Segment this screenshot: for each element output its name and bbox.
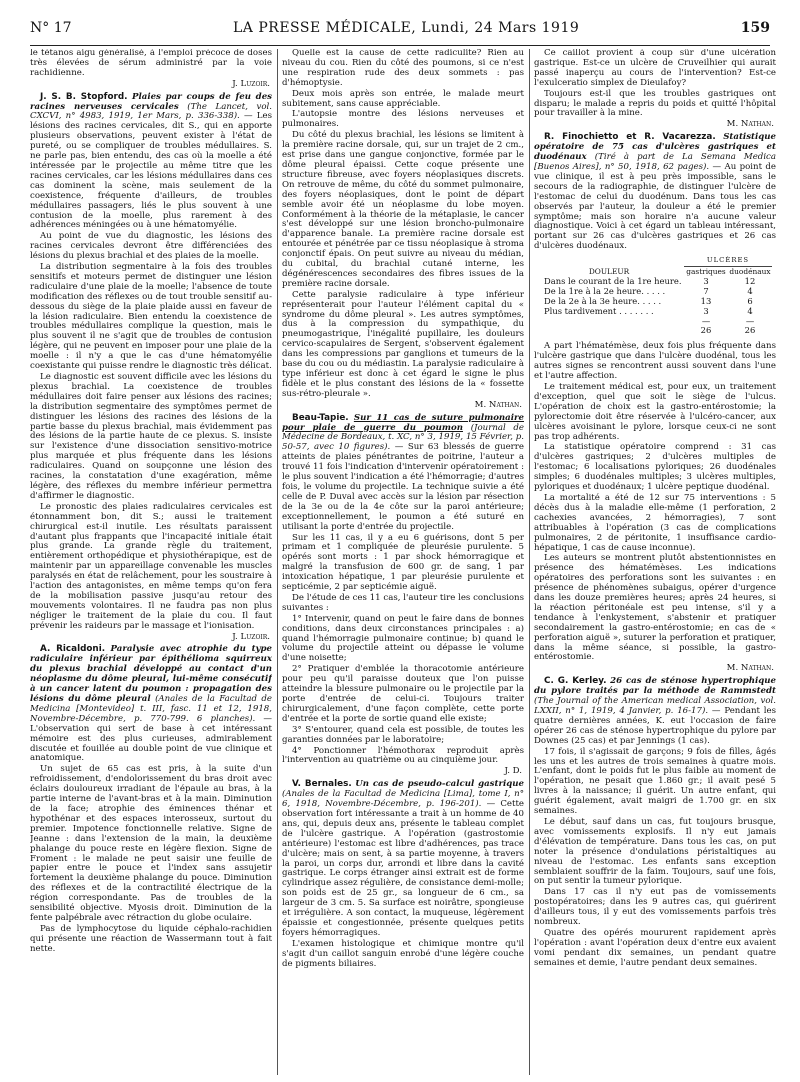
issue-number: N° 17 bbox=[30, 20, 72, 36]
article-title: Statistique opératoire de 75 cas d'ulcères gastriques et duodénaux bbox=[534, 132, 776, 163]
paragraph: Quelle est la cause de cette radiculite? Rien au niveau du cou. Rien du côté des poumons, si ce n'est une respiration rude des deux sommets : pas d'hémoptysie. bbox=[282, 49, 524, 88]
signature: J. Luzoir. bbox=[232, 78, 270, 89]
column-left bbox=[30, 49, 272, 1075]
paragraph-text: — Pendant les quatre dernières années, K. eut l'occasion de faire opérer 26 cas de sténose hypertrophique du pylore par Downes (25 cas) et par Jennings (1 cas). bbox=[534, 706, 776, 746]
paragraph: Toujours est-il que les troubles gastriques ont disparu; le malade a repris du poids et quitté l'hôpital pour travailler à la mine. bbox=[534, 88, 776, 119]
paragraph: Le diagnostic est souvent difficile avec les lésions du plexus brachial. La coexistence de troubles médullaires doit faire penser aux lésions des racines; la distribution segmentaire des symptômes permet de distinguer les lésions des racines des lésions de la partie basse du plexus brachial, mais évidemment pas des lésions de la partie haute de ce plexus. S. insiste sur l'existence d'une dissociation sensitivo-motrice plus marquée et plus fréquente dans les lésions radiculaires. Quand on soupçonne une lésion des racines, la constatation d'une exagération, même légère, des réflexes du membre inférieur permettra d'affirmer le diagnostic. bbox=[30, 372, 272, 501]
table-row-label: De la 2e à la 3e heure. . . . . bbox=[544, 295, 662, 306]
article-source: (Journal de Médecine de Bordeaux, t. XC, n° 3, 1919, 15 Février, p. 50-57, avec 10 figures). bbox=[282, 422, 524, 453]
paragraph: La distribution segmentaire à la fois des troubles sensitifs et moteurs permet de distinguer une lésion radiculaire d'une plaie de la moelle; l'absence de toute modification des réflexes ou de tout trouble sensitif au-dessous du siège de la plaie plaide aussi en faveur de la lésion radiculaire. Bien entendu la coexistence de troubles médullaires complique la question, mais le plus souvent il ne s'agit que de troubles de contusion légère, qui ne peuvent en imposer pour une plaie de la moelle : il n'y a que le cas d'une hématomyélie coexistante qui puisse rendre le diagnostic très délicat. bbox=[30, 262, 272, 372]
paragraph: Ce caillot provient à coup sûr d'une ulcération gastrique. Est-ce un ulcère de Cruveilhier qui aurait passé inaperçu au cours de l'intervention? Est-ce l'exulceratio simplex de Dieulafoy? bbox=[534, 49, 776, 88]
paragraph: Deux mois après son entrée, le malade meurt subitement, sans cause appréciable. bbox=[282, 88, 524, 109]
running-header bbox=[30, 20, 770, 42]
paragraph: Un sujet de 65 cas est pris, à la suite d'un refroidissement, d'endolorissement du bras droit avec éclairs douloureux irradiant de l'épaule au bras, à la partie interne de l'avant-bras et à la main. Diminution de la face; atrophie des éminences thénar et hypothénar et des espaces interosseux, surtout du premier. Impotence fonctionnelle relative. Signe de Jeanne : dans l'extension de la main, la deuxième phalange du pouce reste en légère flexion. Signe de Froment : le malade ne peut saisir une feuille de papier entre le pouce et l'index sans assujetir fortement la deuxième phalange du pouce. Diminution des réflexes et de la contractilité électrique de la région correspondante. Pas de troubles de la sensibilité objective. Myosis droit. Diminution de la fente palpébrale avec rétraction du globe oculaire. bbox=[30, 764, 272, 923]
paragraph: Sur les 11 cas, il y a eu 6 guérisons, dont 5 per primam et 1 compliquée de pleurésie purulente. 5 opérés sont morts : 1 par shock hémorragique et malgré la transfusion de 600 gr. de sang, 1 par intoxication hépatique, 1 par pleurésie purulente et septicémie, 2 par septicémie aiguë. bbox=[282, 532, 524, 593]
paragraph-text: — Les lésions des racines cervicales, dit S., qui en apporte plusieurs observations, peuvent exister à l'état de pureté, ou se compliquer de troubles médullaires. S. ne parle pas, bien entendu, des cas où la moelle a été intéressée par le projectile au même titre que les racines cervicales, car les lésions médullaires dans ces cas dominent la scène, mais seulement de la coexistence, fréquente d'ailleurs, de troubles médullaires passagers, liés le plus souvent à une contusion de la moelle, plus rarement à des adhérences méningées ou à une hématomyélie. bbox=[30, 111, 272, 231]
column-divider bbox=[277, 49, 278, 1075]
paragraph-text: — Sur 63 blessés de guerre atteints de plaies pénétrantes de poitrine, l'auteur a trouvé 11 fois l'indication d'intervenir opératoirement : le plus souvent l'indication a été l'hémorragie; d'autres fois, le volume du projectile. La technique suivie a été celle de P. Duval avec accès sur la lésion par résection de la 3e ou de la 4e côte sur la paroi antérieure; exceptionnellement, le poumon a été suturé en utilisant la porte d'entrée du projectile. bbox=[282, 442, 524, 532]
paragraph: Le traitement médical est, pour eux, un traitement d'exception, quel que soit le siège de l'ulcus. L'opération de choix est la gastro-entérostomie; la pylorectomie doit être réservée à l'ulcéro-cancer, aux ulcères avoisinant le pylore, lorsque ceux-ci ne sont pas trop adhérents. bbox=[534, 382, 776, 442]
paragraph: L'autopsie montre des lésions nerveuses et pulmonaires. bbox=[282, 109, 524, 130]
paragraph: De l'étude de ces 11 cas, l'auteur tire les conclusions suivantes : bbox=[282, 592, 524, 613]
article-source: (The Lancet, vol. CXCVI, n° 4983, 1919, 1er Mars, p. 336-338). bbox=[30, 101, 272, 122]
table-cell-gastric: 3 bbox=[703, 275, 709, 286]
paragraph: Au point de vue du diagnostic, les lésions des racines cervicales devront être différenciées des lésions du plexus brachial et des plaies de la moelle. bbox=[30, 231, 272, 262]
article-source: (The Journal of the American medical Association, vol. LXXII, n° 1, 1919, 4 Janvier, p. 16-17). bbox=[534, 696, 776, 716]
article-title: Plaies par coups de feu des racines nerveuses cervicales bbox=[30, 91, 272, 112]
table-row-label: Plus tardivement . . . . . . . bbox=[544, 305, 654, 316]
article-source: (Anales de la Facultad de Medicina [Lima], tome I, n° 6, 1918, Novembre-Décembre, p. 196-201). bbox=[282, 789, 524, 810]
paragraph-text: — Cette observation fort intéressante a trait à un homme de 40 ans, qui, depuis deux ans, présente le tableau complet de l'ulcère gastrique. A l'opération (gastrostomie antérieure) l'estomac est libre d'adhérences, pas trace d'ulcère; mais on sent, à sa partie moyenne, à travers la paroi, un corps dur, arrondi et libre dans la cavité gastrique. Le corps étranger ainsi extrait est de forme cylindrique assez régulière, de consistance demi-molle; son poids est de 25 gr., sa longueur de 6 cm., sa largeur de 3 cm. 5. Sa surface est noirâtre, spongieuse et irrégulière. A son contact, la muqueuse, légèrement épaissie et congestionnée, présente quelques petits foyers hémorragiques. bbox=[282, 799, 524, 938]
ulcer-pain-table bbox=[534, 256, 776, 336]
paragraph-text: — L'observation qui sert de base à cet intéressant mémoire est des plus curieuses, admirablement discutée et fouillée au double point de vue clinique et anatomique. bbox=[30, 713, 272, 764]
table-cell-duodenal: 4 bbox=[747, 305, 753, 316]
article-finochietto bbox=[534, 133, 776, 252]
signature: M. Nathan. bbox=[474, 399, 522, 410]
list-item: 2° Pratiquer d'emblée la thoracotomie antérieure pour peu qu'il paraisse douteux que l'on puisse atteindre la blessure pulmonaire ou le projectile par la porte d'entrée de celui-ci. Toujours traiter chirurgicalement, d'une façon complète, cette porte d'entrée et la porte de sortie quand elle existe; bbox=[282, 664, 524, 724]
article-stopford bbox=[30, 93, 272, 232]
article-bernales bbox=[282, 780, 524, 939]
table-col-header: duodénaux bbox=[729, 267, 771, 277]
table-group-header: ULCÈRES bbox=[684, 256, 772, 267]
paragraph: Dans 17 cas il n'y eut pas de vomissements postopératoires; dans les 9 autres cas, qui guérirent d'ailleurs tous, il y eut des vomissements parfois très nombreux. bbox=[534, 887, 776, 928]
table-cell-duodenal: 4 bbox=[747, 285, 753, 296]
header-rule bbox=[30, 45, 770, 46]
paragraph: Pas de lymphocytose du liquide céphalo-rachidien qui présente une réaction de Wassermann tout à fait nette. bbox=[30, 923, 272, 954]
article-kerley bbox=[534, 677, 776, 746]
paragraph: Du côté du plexus brachial, les lésions se limitent à la première racine dorsale, qui, sur un trajet de 2 cm., est prise dans une gangue conjonctive, formée par le dôme pleural épaissi. Cette coque présente une structure fibreuse, avec foyers néoplasiques discrets. On retrouve de même, du côté du sommet pulmonaire, des foyers néoplasiques, dont le point de départ semble avoir été un néoplasme du lobe moyen. Conformément à la théorie de la métaplasie, le cancer s'est développé sur une lésion broncho-pulmonaire d'apparence banale. La première racine dorsale est entourée et pénétrée par ce tissu néoplasique à stroma conjonctif épais. On peut suivre au niveau du médian, du cubital, du brachial cutané interne, les dégénérescences secondaires des fibres issues de la première racine dorsale. bbox=[282, 130, 524, 289]
article-title: Paralysie avec atrophie du type radiculaire inférieur par épithélioma squirreux du plexus brachial développé au contact d'un néoplasme du dôme pleural, lui-même consécutif à un cancer latent du poumon : propagation des lésions du dôme pleural bbox=[30, 644, 272, 704]
page-number: 159 bbox=[740, 20, 770, 36]
paragraph-text: — Au point de vue clinique, il est à peu près impossible, sans le secours de la radiographie, de distinguer l'ulcère de l'estomac de celui du duodénum. Dans tous les cas observés par l'auteur, la douleur a été le premier symptôme; mais son horaire n'a aucune valeur diagnostique. Voici à cet égard un tableau intéressant, portant sur 26 cas d'ulcères gastriques et 26 cas d'ulcères duodénaux. bbox=[534, 161, 776, 252]
article-author: R. Finochietto et R. Vacarezza. bbox=[544, 132, 716, 143]
article-ricaldoni bbox=[30, 645, 272, 764]
paragraph: A part l'hématémèse, deux fois plus fréquente dans l'ulcère gastrique que dans l'ulcère duodénal, tous les autres signes se rencontrent aussi souvent dans l'une et l'autre affection. bbox=[534, 341, 776, 382]
list-item: 3° S'entourer, quand cela est possible, de toutes les garanties données par le laboratoire; bbox=[282, 724, 524, 745]
signature: M. Nathan. bbox=[726, 663, 774, 674]
table-col-header: gastriques bbox=[686, 267, 726, 277]
list-item: 4° Ponctionner l'hémothorax reproduit après l'intervention au quatrième ou au cinquième jour. bbox=[282, 745, 524, 766]
signature: J. D. bbox=[504, 766, 522, 777]
table-cell-duodenal: 12 bbox=[744, 275, 756, 286]
article-author: A. Ricaldoni. bbox=[40, 644, 106, 655]
table-cell-gastric: 7 bbox=[703, 285, 709, 296]
article-title: Sur 11 cas de suture pulmonaire pour plaie de guerre du poumon bbox=[282, 412, 524, 433]
table-row-label: Dans le courant de la 1re heure. bbox=[544, 275, 682, 286]
article-title: Un cas de pseudo-calcul gastrique bbox=[355, 779, 524, 790]
article-author: V. Bernales. bbox=[292, 779, 352, 790]
paragraph: La statistique opératoire comprend : 31 cas d'ulcères gastriques; 2 d'ulcères multiples de l'estomac; 6 localisations pyloriques; 26 duodénales simples; 6 duodénales multiples; 3 ulcères multiples, pyloriques et duodénaux; 1 ulcère peptique duodénal. bbox=[534, 442, 776, 493]
column-right bbox=[534, 49, 776, 1075]
list-item: 1° Intervenir, quand on peut le faire dans de bonnes conditions, dans deux circonstances principales : a) quand l'hémorragie pulmonaire continue; b) quand le volume du projectile atteint ou dépasse le volume d'une noisette; bbox=[282, 613, 524, 664]
article-title: 26 cas de sténose hypertrophique du pylore traités par la méthode de Rammstedt bbox=[534, 676, 776, 697]
column-middle bbox=[282, 49, 524, 1075]
table-total-gastric: 26 bbox=[700, 325, 712, 336]
table-dash: — bbox=[701, 315, 711, 326]
article-source: (Anales de la Facultad de Medicina [Montevideo] t. III, fasc. 11 et 12, 1918, Novembre-Décembre, p. 770-799. 6 planches). bbox=[30, 694, 272, 724]
paragraph: La mortalité a été de 12 sur 75 interventions : 5 décès dus à la maladie elle-même (1 perforation, 2 cachexies avancées, 2 hémorragies), 7 sont attribuables à l'opération (3 cas de complications pulmonaires, 2 de péritonite, 1 insuffisance cardio-hépatique, 1 cas de cause inconnue). bbox=[534, 492, 776, 553]
paragraph: Le pronostic des plaies radiculaires cervicales est étonnamment bon, dit S.; aussi le traitement chirurgical est-il inutile. Les résultats paraissent d'autant plus frappants que l'incapacité initiale était plus grande. La grande règle du traitement, entièrement orthopédique et physiothérapique, est de maintenir par un appareillage convenable les muscles paralysés en état de relâchement, pour les soustraire à l'action des antagonistes, en même temps qu'on fera de la mobilisation passive jusqu'au retour des mouvements volontaires. Il ne faudra pas non plus négliger le traitement de la plaie du cou. Il faut prévenir les raideurs par le massage et l'ionisation. bbox=[30, 501, 272, 631]
table-dash: — bbox=[745, 315, 755, 326]
table-col-header: DOULEUR bbox=[588, 267, 630, 277]
table-row bbox=[534, 307, 776, 317]
paragraph: L'examen histologique et chimique montre qu'il s'agit d'un caillot sanguin enrobé d'une légère couche de pigments biliaires. bbox=[282, 938, 524, 969]
article-author: C. G. Kerley. bbox=[544, 676, 607, 687]
article-source: (Tiré à part de La Semana Medica [Buenos Aires], n° 50, 1918, 62 pages). bbox=[534, 152, 776, 172]
table-cell-gastric: 3 bbox=[703, 305, 709, 316]
signature: M. Nathan. bbox=[726, 119, 774, 130]
table-total-duodenal: 26 bbox=[744, 325, 756, 336]
journal-title: LA PRESSE MÉDICALE, Lundi, 24 Mars 1919 bbox=[233, 20, 580, 36]
paragraph: Le début, sauf dans un cas, fut toujours brusque, avec vomissements explosifs. Il n'y eut jamais d'élévation de température. Dans tous les cas, on put noter la présence d'ondulations péristaltiques au niveau de l'estomac. Les enfants sans exception semblaient souffrir de la faim. Toujours, sauf une fois, on put sentir la tumeur pylorique. bbox=[534, 816, 776, 887]
paragraph: Les auteurs se montrent plutôt abstentionnistes en présence des hématémèses. Les indications opératoires des perforations sont les suivantes : en présence de phénomènes subaigus, opérer d'urgence dans les douze premières heures; après 24 heures, si la réaction péritonéale est peu intense, s'il y a tendance à l'enkystement, s'abstenir et pratiquer secondairement la gastro-entérostomie; en cas de « perforation aiguë », suturer la perforation et pratiquer, dans la même séance, si possible, la gastro-entérostomie. bbox=[534, 553, 776, 663]
paragraph: Cette paralysie radiculaire à type inférieur représenterait pour l'auteur l'élément capital du « syndrome du dôme pleural ». Les autres symptômes, dus à la compression du sympathique, du pneumogastrique, l'inégalité pupillaire, les douleurs cervico-scapulaires de Sergent, s'observent également dans les compressions par ganglions et tumeurs de la base du cou ou du médiastin. La paralysie radiculaire à type inférieur est donc à cet égard le signe le plus fidèle et le plus constant des lésions de la « fossette sus-rétro-pleurale ». bbox=[282, 289, 524, 399]
paragraph: le tétanos aigu généralisé, à l'emploi précoce de doses très élevées de sérum administré par la voie rachidienne. bbox=[30, 49, 272, 78]
paragraph: Quatre des opérés moururent rapidement après l'opération : avant l'opération deux d'entre eux avaient vomi pendant dix semaines, un pendant quatre semaines et demie, l'autre pendant deux semaines. bbox=[534, 927, 776, 968]
table-cell-gastric: 13 bbox=[700, 295, 712, 306]
table-cell-duodenal: 6 bbox=[747, 295, 753, 306]
paragraph: 17 fois, il s'agissait de garçons; 9 fois de filles, âgés les uns et les autres de trois semaines à quatre mois. L'enfant, dont le poids fut le plus faible au moment de l'opération, ne pesait que 1.860 gr.; il avait pesé 5 livres à la naissance; il guérit. Un autre enfant, qui guérit également, avait maigri de 1.700 gr. en six semaines. bbox=[534, 746, 776, 817]
article-author: J. S. B. Stopford. bbox=[40, 91, 128, 102]
table-row-label: De la 1re à la 2e heure. . . . . bbox=[544, 285, 666, 296]
article-author: Beau-Tapie. bbox=[292, 412, 349, 423]
signature: J. Luzoir. bbox=[232, 631, 270, 642]
column-divider bbox=[529, 49, 530, 1075]
article-beau-tapie bbox=[282, 414, 524, 533]
